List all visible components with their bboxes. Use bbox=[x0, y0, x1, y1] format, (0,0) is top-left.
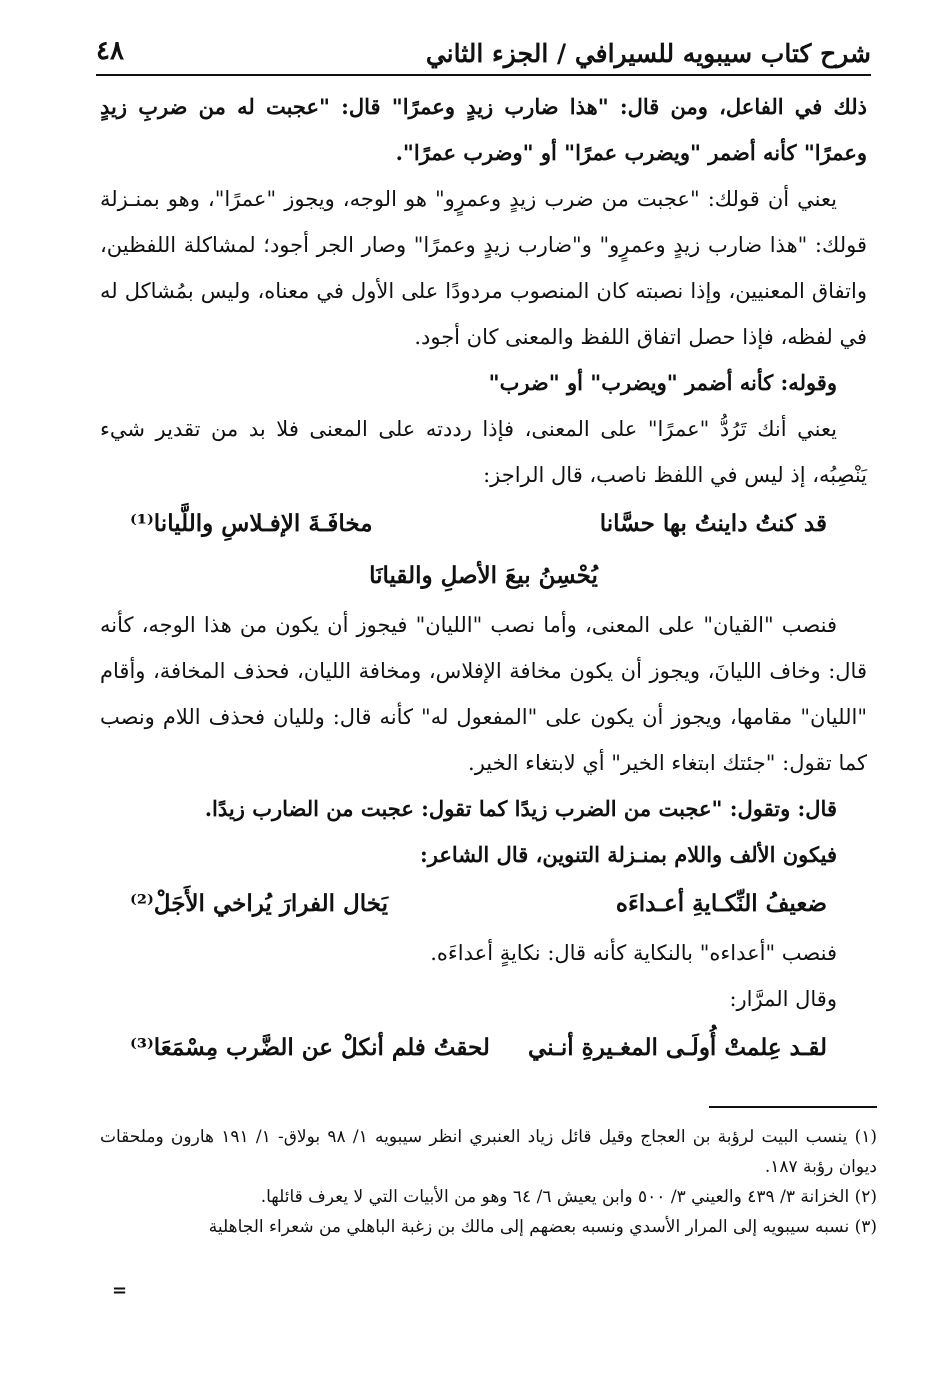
running-title: شرح كتاب سيبويه للسيرافي / الجزء الثاني bbox=[425, 39, 871, 68]
verse-2-second-hemistich: يَخال الفرارَ يُراخي الأَجَلْ⁽²⁾ bbox=[130, 890, 389, 917]
footnote-separator bbox=[709, 1106, 877, 1108]
page-header bbox=[96, 22, 871, 76]
verse-1-second-hemistich: مخافَـةَ الإفـلاسِ واللَّيانا⁽¹⁾ bbox=[130, 510, 373, 537]
continuation-mark: = bbox=[112, 1280, 128, 1301]
footnote-2: (٢) الخزانة ٣/ ٤٣٩ والعيني ٣/ ٥٠٠ وابن يعيش ٦/ ٦٤ وهو من الأبيات التي لا يعرف قائلها. bbox=[260, 1187, 877, 1207]
paragraph-9: وقال المرَّار: bbox=[729, 987, 837, 1011]
verse-3-first-hemistich: لقـد عِلمتْ أُولَـى المغـيرةِ أنـني bbox=[528, 1034, 827, 1061]
paragraph-1: ذلك في الفاعل، ومن قال: "هذا ضارب زيدٍ وعمرًا" قال: "عجبت له من ضربِ زيدٍ وعمرًا" كأنه أضمر "ويضرب عمرًا" أو "وضرب عمرًا". bbox=[100, 94, 867, 165]
paragraph-3: وقوله: كأنه أضمر "ويضرب" أو "ضرب" bbox=[488, 370, 837, 395]
verse-2 bbox=[100, 878, 867, 930]
paragraph-6: قال: وتقول: "عجبت من الضرب زيدًا كما تقول: عجبت من الضارب زيدًا. bbox=[204, 796, 837, 821]
verse-1-first-hemistich: قد كنتُ داينتُ بها حسَّانا bbox=[599, 510, 827, 537]
main-text bbox=[100, 84, 867, 1074]
page-number: ٤٨ bbox=[96, 36, 124, 66]
paragraph-2: يعني أن قولك: "عجبت من ضرب زيدٍ وعمرٍو" هو الوجه، ويجوز "عمرًا"، وهو بمنـزلة قولك: "هذا ضارب زيدٍ وعمرٍو" و"ضارب زيدٍ وعمرًا" وصار الجر أجود؛ لمشاكلة اللفظين، واتفاق المعنيين، وإذا نصبته كان المنصوب مردودًا على الأول في معناه، وليس بمُشاكل له في لفظه، فإذا حصل اتفاق اللفظ والمعنى كان أجود. bbox=[100, 187, 867, 349]
verse-3-second-hemistich: لحقتُ فلم أنكلْ عن الضَّرب مِسْمَعَا⁽³⁾ bbox=[130, 1034, 490, 1061]
footnote-1: (١) ينسب البيت لرؤبة بن العجاج وقيل قائل زياد العنبري انظر سيبويه ١/ ٩٨ بولاق- ١/ ١٩١ هارون وملحقات ديوان رؤبة ١٨٧. bbox=[100, 1127, 877, 1177]
verse-2-first-hemistich: ضعيفُ النِّكـايةِ أعـداءَه bbox=[615, 890, 827, 917]
verse-3 bbox=[100, 1022, 867, 1074]
footnote-3: (٣) نسبه سيبويه إلى المرار الأسدي ونسبه بعضهم إلى مالك بن زغبة الباهلي من شعراء الجاهلية bbox=[208, 1217, 877, 1237]
paragraph-4: يعني أنك تَرُدُّ "عمرًا" على المعنى، فإذا رددته على المعنى فلا بد من تقدير شيء يَنْصِبُه، إذ ليس في اللفظ ناصب، قال الراجز: bbox=[100, 417, 867, 487]
footnotes bbox=[100, 1106, 877, 1242]
verse-1 bbox=[100, 498, 867, 550]
paragraph-8: فنصب "أعداءه" بالنكاية كأنه قال: نكايةٍ أعداءَه. bbox=[430, 941, 837, 965]
paragraph-7: فيكون الألف واللام بمنـزلة التنوين، قال الشاعر: bbox=[420, 842, 837, 867]
verse-1-continuation: يُحْسِنُ بيعَ الأصلِ والقيانَا bbox=[369, 562, 598, 589]
paragraph-5: فنصب "القيان" على المعنى، وأما نصب "الليان" فيجوز أن يكون من هذا الوجه، كأنه قال: وخاف الليانَ، ويجوز أن يكون مخافة الإفلاس، ومخافة الليان، فحذف المخافة، وأقام "الليان" مقامها، ويجوز أن يكون على "المفعول له" كأنه قال: ولليان فحذف اللام ونصب كما تقول: "جئتك ابتغاء الخير" أي لابتغاء الخير. bbox=[100, 613, 867, 775]
